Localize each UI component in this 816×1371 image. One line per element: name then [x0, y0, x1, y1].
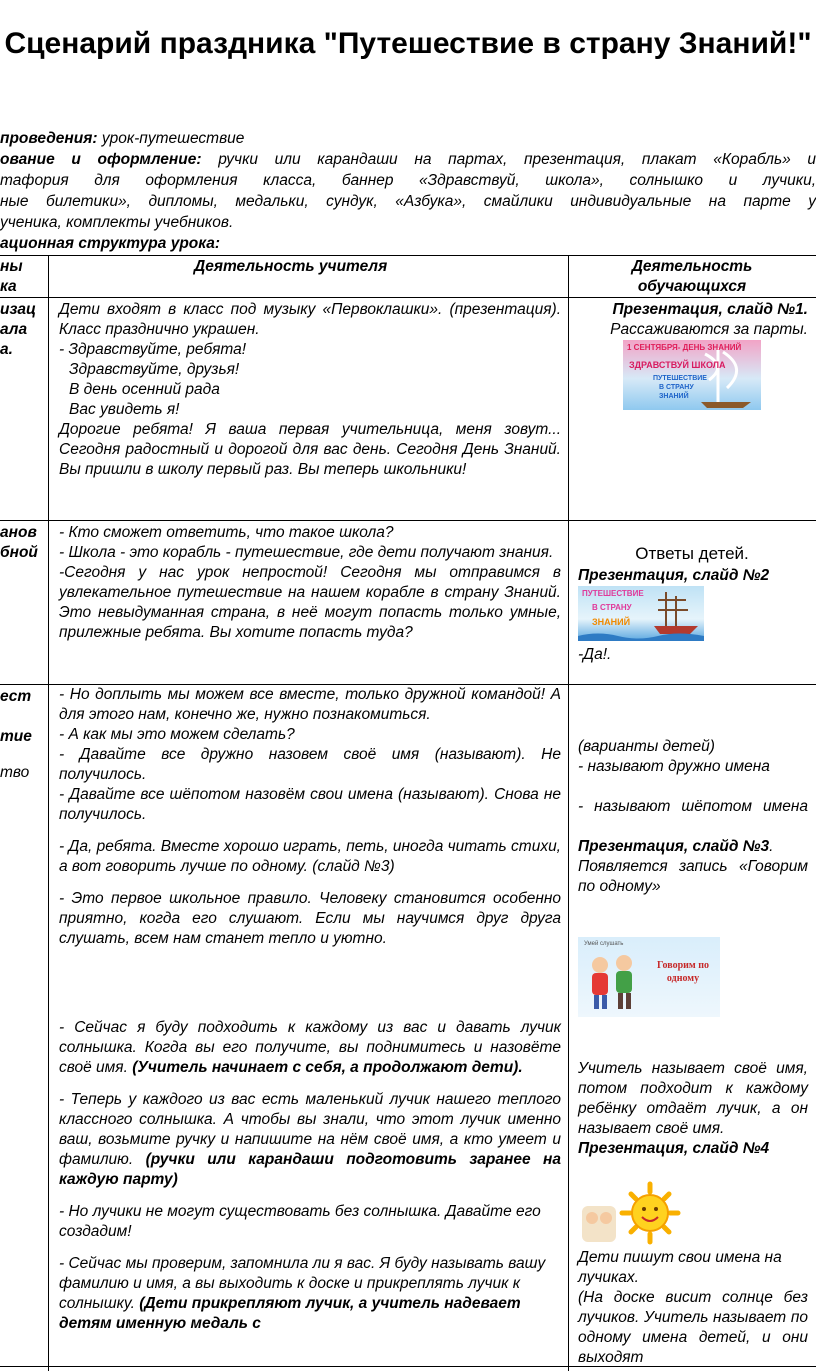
- slide3-image: [578, 937, 720, 1017]
- equipment-line-1: [0, 149, 816, 170]
- header-students-l2: обучающихся: [637, 278, 747, 295]
- row2-stage-l1: анов: [0, 524, 37, 541]
- equipment-line-4: ученика, комплекты учебников.: [0, 214, 234, 231]
- row3-teacher-p3: - Давайте все дружно назовем своё имя (называют). Не получилось.: [59, 746, 561, 783]
- table-divider-col2: [568, 255, 569, 1371]
- lesson-form-line: [0, 128, 816, 149]
- header-students: [572, 257, 812, 297]
- row2-teacher-p1: - Кто сможет ответить, что такое школа?: [59, 524, 394, 541]
- row1-teacher-p5: Вас увидеть я!: [69, 401, 180, 418]
- row2-teacher-p3: -Сегодня у нас урок непростой! Сегодня мы отправимся в увлекательное путешествие на нашем корабле в страну Знаний. Это невыдуманная страна, в неё могут попасть только умные, прилежные ребята. Вы хотите попасть туда?: [59, 564, 561, 641]
- slide4-image: [578, 1180, 690, 1246]
- table-top-border: [0, 255, 816, 256]
- equipment-text-1: ручки или карандаши на партах, презентация, плакат «Корабль» и: [218, 151, 816, 168]
- sun-icon: [578, 1180, 690, 1246]
- row3-students-bottom: [578, 1248, 808, 1368]
- slide2-image: [578, 586, 704, 641]
- slide3-small-text: Умей слушать: [584, 941, 624, 947]
- row3-stage-l1: ест: [0, 688, 32, 705]
- row3-student-board: (На доске висит солнце без лучиков. Учитель называет по одному имена детей, и они выходят: [578, 1289, 808, 1366]
- row3-slide3-label: Презентация, слайд №3: [578, 838, 770, 855]
- row3-teacher-p10-text: - Сейчас мы проверим, запомнила ли я вас. Я буду называть вашу фамилию и имя, а вы выходить к доске и прикреплять лучик к солнышку.: [59, 1255, 546, 1312]
- row2-answers: Ответы детей.: [635, 544, 749, 563]
- row3-student-write: Дети пишут свои имена на лучиках.: [578, 1249, 782, 1286]
- row3-slide3-text: Появляется запись «Говорим по одному»: [578, 858, 808, 895]
- row1-students: [578, 300, 808, 340]
- header-stage: [0, 257, 46, 297]
- slide1-text-4: В СТРАНУ: [659, 384, 694, 391]
- row3-teacher-p1: - Но доплыть мы можем все вместе, только дружной командой! А для этого нам, конечно же, нужно познакомиться.: [59, 686, 561, 723]
- row3-teacher-p8-text: - Теперь у каждого из вас есть маленький лучик нашего теплого классного солнышка. А чтобы вы знали, что этот лучик именно ваш, возьмите ручку и напишите на нём своё имя, а кто умеет и фамилию.: [59, 1091, 561, 1168]
- slide2-text-3: ЗНАНИЙ: [592, 617, 631, 627]
- row3-slide4-label: Презентация, слайд №4: [578, 1140, 770, 1157]
- equipment-line-3: ные билетики», дипломы, медальки, сундук, «Азбука», смайлики индивидуальные на парте у: [0, 193, 816, 210]
- row1-teacher-p4: В день осенний рада: [69, 381, 220, 398]
- row3-teacher-p9: - Но лучики не могут существовать без солнышка. Давайте его создадим!: [59, 1203, 541, 1240]
- row2-teacher-p2: - Школа - это корабль - путешествие, где дети получают знания.: [59, 544, 554, 561]
- equipment-label: ование и оформление:: [0, 151, 202, 168]
- row3-teacher-p7: [59, 1018, 561, 1078]
- row1-slide-label: Презентация, слайд №1.: [612, 301, 808, 318]
- row3-student-teacher-name: Учитель называет своё имя, потом подходит к каждому ребёнку отдаёт лучик, а он называет своё имя.: [578, 1060, 808, 1137]
- row2-stage-l2: бной: [0, 544, 38, 561]
- header-stage-l1: ны: [0, 258, 23, 275]
- row1-teacher-p6: Дорогие ребята! Я ваша первая учительница, меня зовут... Сегодня радостный и дорогой для вас день. Сегодня День Знаний. Вы пришли в школу первый раз. Вы теперь школьники!: [59, 421, 561, 478]
- slide2-text-2: В СТРАНУ: [592, 603, 632, 612]
- row1-teacher: [59, 300, 561, 480]
- header-teacher: Деятельность учителя: [194, 258, 388, 275]
- lesson-form-value: урок-путешествие: [101, 130, 245, 147]
- slide2-text-1: ПУТЕШЕСТВИЕ: [582, 589, 644, 598]
- row3-teacher-p8-bold: (ручки или карандаши подготовить заранее на каждую парту): [59, 1151, 562, 1188]
- row3-stage-l2: тие: [0, 728, 32, 745]
- row3-teacher-lower: [59, 1018, 561, 1334]
- row1-stage-l3: а.: [0, 341, 13, 358]
- slide1-image: [623, 340, 761, 410]
- row3-teacher-p10: [59, 1254, 561, 1334]
- row3-teacher-p6: - Это первое школьное правило. Человеку становится особенно приятно, когда его слушают. Если мы научимся друг друга слушать, всем нам станет тепло и уютно.: [59, 890, 561, 947]
- row3-teacher-p7-bold: (Учитель начинает с себя, а продолжают дети).: [132, 1059, 523, 1076]
- row2-teacher: [59, 523, 561, 643]
- row3-teacher-p5: - Да, ребята. Вместе хорошо играть, петь, иногда читать стихи, а вот говорить лучше по одному. (слайд №3): [59, 838, 561, 875]
- slide3-big-text: Говорим по одному: [657, 960, 709, 984]
- slide1-text-2: ЗДРАВСТВУЙ ШКОЛА: [629, 360, 726, 370]
- equipment-line-2: тафория для оформления класса, баннер «Здравствуй, школа», солнышко и лучики,: [0, 172, 816, 189]
- row3-teacher-p4: - Давайте все шёпотом назовём свои имена (называют). Снова не получилось.: [59, 786, 561, 823]
- row3-student-variants: (варианты детей): [578, 738, 715, 755]
- row1-teacher-p3: Здравствуйте, друзья!: [69, 361, 240, 378]
- structure-label-text: ационная структура урока:: [0, 235, 221, 252]
- row3-student-names: - называют дружно имена: [578, 758, 770, 775]
- row3-teacher-p2: - А как мы это можем сделать?: [59, 726, 295, 743]
- structure-label: [0, 233, 816, 254]
- slide1-text-1: 1 СЕНТЯБРЯ- ДЕНЬ ЗНАНИЙ: [627, 343, 742, 352]
- row1-stage-l2: ала: [0, 321, 28, 338]
- row3-slide3-dot: .: [769, 838, 774, 855]
- row2-slide-label: Презентация, слайд №2: [578, 567, 770, 584]
- row3-teacher-p10-bold: (Дети прикрепляют лучик, а учитель надевает детям именную медаль с: [59, 1295, 521, 1332]
- lesson-info: [0, 128, 816, 254]
- table-header-border: [0, 297, 816, 298]
- row3-students-upper: [578, 737, 808, 897]
- slide1-text-5: ЗНАНИЙ: [659, 393, 689, 400]
- row1-teacher-p2: - Здравствуйте, ребята!: [59, 341, 247, 358]
- row3-student-whisper: - называют шёпотом имена: [578, 798, 808, 815]
- row3-students-lower: [578, 1059, 808, 1159]
- row2-yes: -Да!.: [578, 646, 612, 663]
- row2-stage: [0, 523, 46, 563]
- slide1-text-3: ПУТЕШЕСТВИЕ: [653, 375, 707, 382]
- header-stage-l2: ка: [0, 278, 17, 295]
- table-row1-border: [0, 520, 816, 521]
- row2-students: [578, 566, 808, 586]
- table-divider-col1: [48, 255, 49, 1371]
- page-title: Сценарий праздника "Путешествие в страну Знаний!": [4, 27, 812, 60]
- row3-teacher: [59, 685, 561, 949]
- lesson-form-label: проведения:: [0, 130, 98, 147]
- row1-stage: [0, 300, 46, 360]
- row3-teacher-p8: [59, 1090, 561, 1190]
- header-students-l1: Деятельность: [631, 258, 753, 275]
- row1-student-text: Рассаживаются за парты.: [610, 321, 808, 338]
- row3-stage: [0, 687, 46, 783]
- row3-stage-l3: тво: [0, 764, 30, 781]
- row1-teacher-p1: Дети входят в класс под музыку «Первоклашки». (презентация). Класс празднично украшен.: [59, 301, 561, 338]
- row1-stage-l1: изац: [0, 301, 37, 318]
- row3-slide3-line: [578, 837, 808, 857]
- row3-teacher-p7-text: - Сейчас я буду подходить к каждому из вас и давать лучик солнышка. Когда вы его получите, вы поднимитесь и назовёте своё имя.: [59, 1019, 561, 1076]
